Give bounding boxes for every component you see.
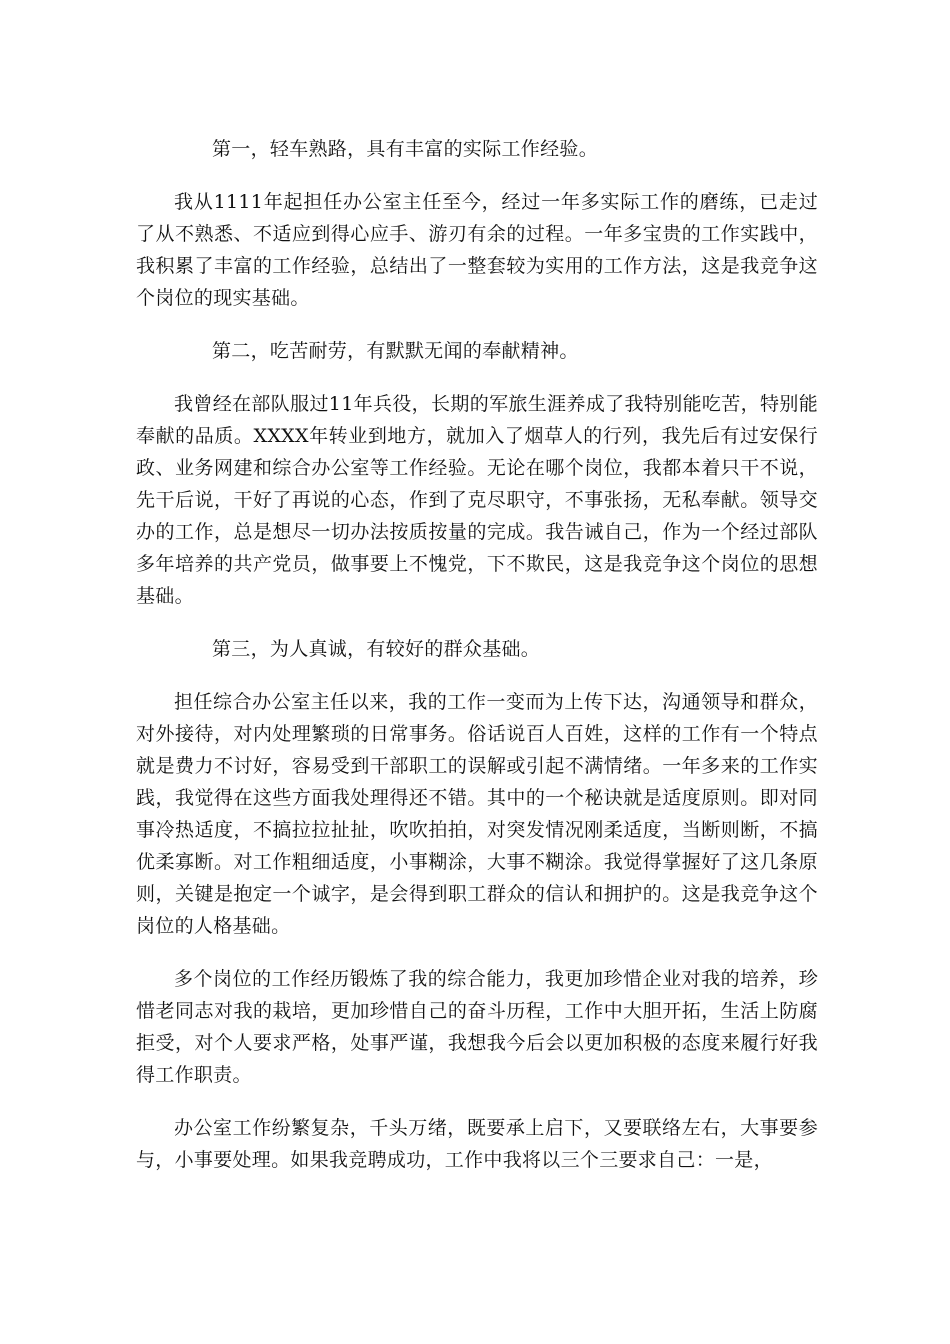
- paragraph-work-experience: 我从1111年起担任办公室主任至今，经过一年多实际工作的磨练，已走过了从不熟悉、不适应到得心应手、游刃有余的过程。一年多宝贵的工作实践中，我积累了丰富的工作经验，总结出了一整套较为实用的工作方法，这是我竞争这个岗位的现实基础。: [136, 191, 818, 309]
- section-heading-first: 第一，轻车熟路，具有丰富的实际工作经验。: [212, 138, 599, 160]
- document-body: [136, 133, 818, 1197]
- section-heading-third: 第三，为人真诚，有较好的群众基础。: [212, 638, 541, 660]
- section-heading-second: 第二，吃苦耐劳，有默默无闻的奉献精神。: [212, 340, 579, 362]
- paragraph-office-work: 办公室工作纷繁复杂，千头万绪，既要承上启下，又要联络左右，大事要参与，小事要处理。如果我竞聘成功，工作中我将以三个三要求自己：一是，: [136, 1117, 818, 1171]
- paragraph-comprehensive-ability: 多个岗位的工作经历锻炼了我的综合能力，我更加珍惜企业对我的培养，珍惜老同志对我的栽培，更加珍惜自己的奋斗历程，工作中大胆开拓，生活上防腐拒受，对个人要求严格，处事严谨，我想我今后会以更加积极的态度来履行好我得工作职责。: [136, 968, 818, 1086]
- paragraph-dedication: 我曾经在部队服过11年兵役，长期的军旅生涯养成了我特别能吃苦，特别能奉献的品质。XXXX年转业到地方，就加入了烟草人的行列，我先后有过安保行政、业务网建和综合办公室等工作经验。无论在哪个岗位，我都本着只干不说，先干后说，干好了再说的心态，作到了克尽职守，不事张扬，无私奉献。领导交办的工作，总是想尽一切办法按质按量的完成。我告诫自己，作为一个经过部队多年培养的共产党员，做事要上不愧党，下不欺民，这是我竞争这个岗位的思想基础。: [136, 393, 818, 607]
- paragraph-mass-foundation: 担任综合办公室主任以来，我的工作一变而为上传下达，沟通领导和群众，对外接待，对内处理繁琐的日常事务。俗话说百人百姓，这样的工作有一个特点就是费力不讨好，容易受到干部职工的误解或引起不满情绪。一年多来的工作实践，我觉得在这些方面我处理得还不错。其中的一个秘诀就是适度原则。即对同事冷热适度，不搞拉拉扯扯，吹吹拍拍，对突发情况刚柔适度，当断则断，不搞优柔寡断。对工作粗细适度，小事糊涂，大事不糊涂。我觉得掌握好了这几条原则，关键是抱定一个诚字，是会得到职工群众的信认和拥护的。这是我竞争这个岗位的人格基础。: [136, 691, 818, 937]
